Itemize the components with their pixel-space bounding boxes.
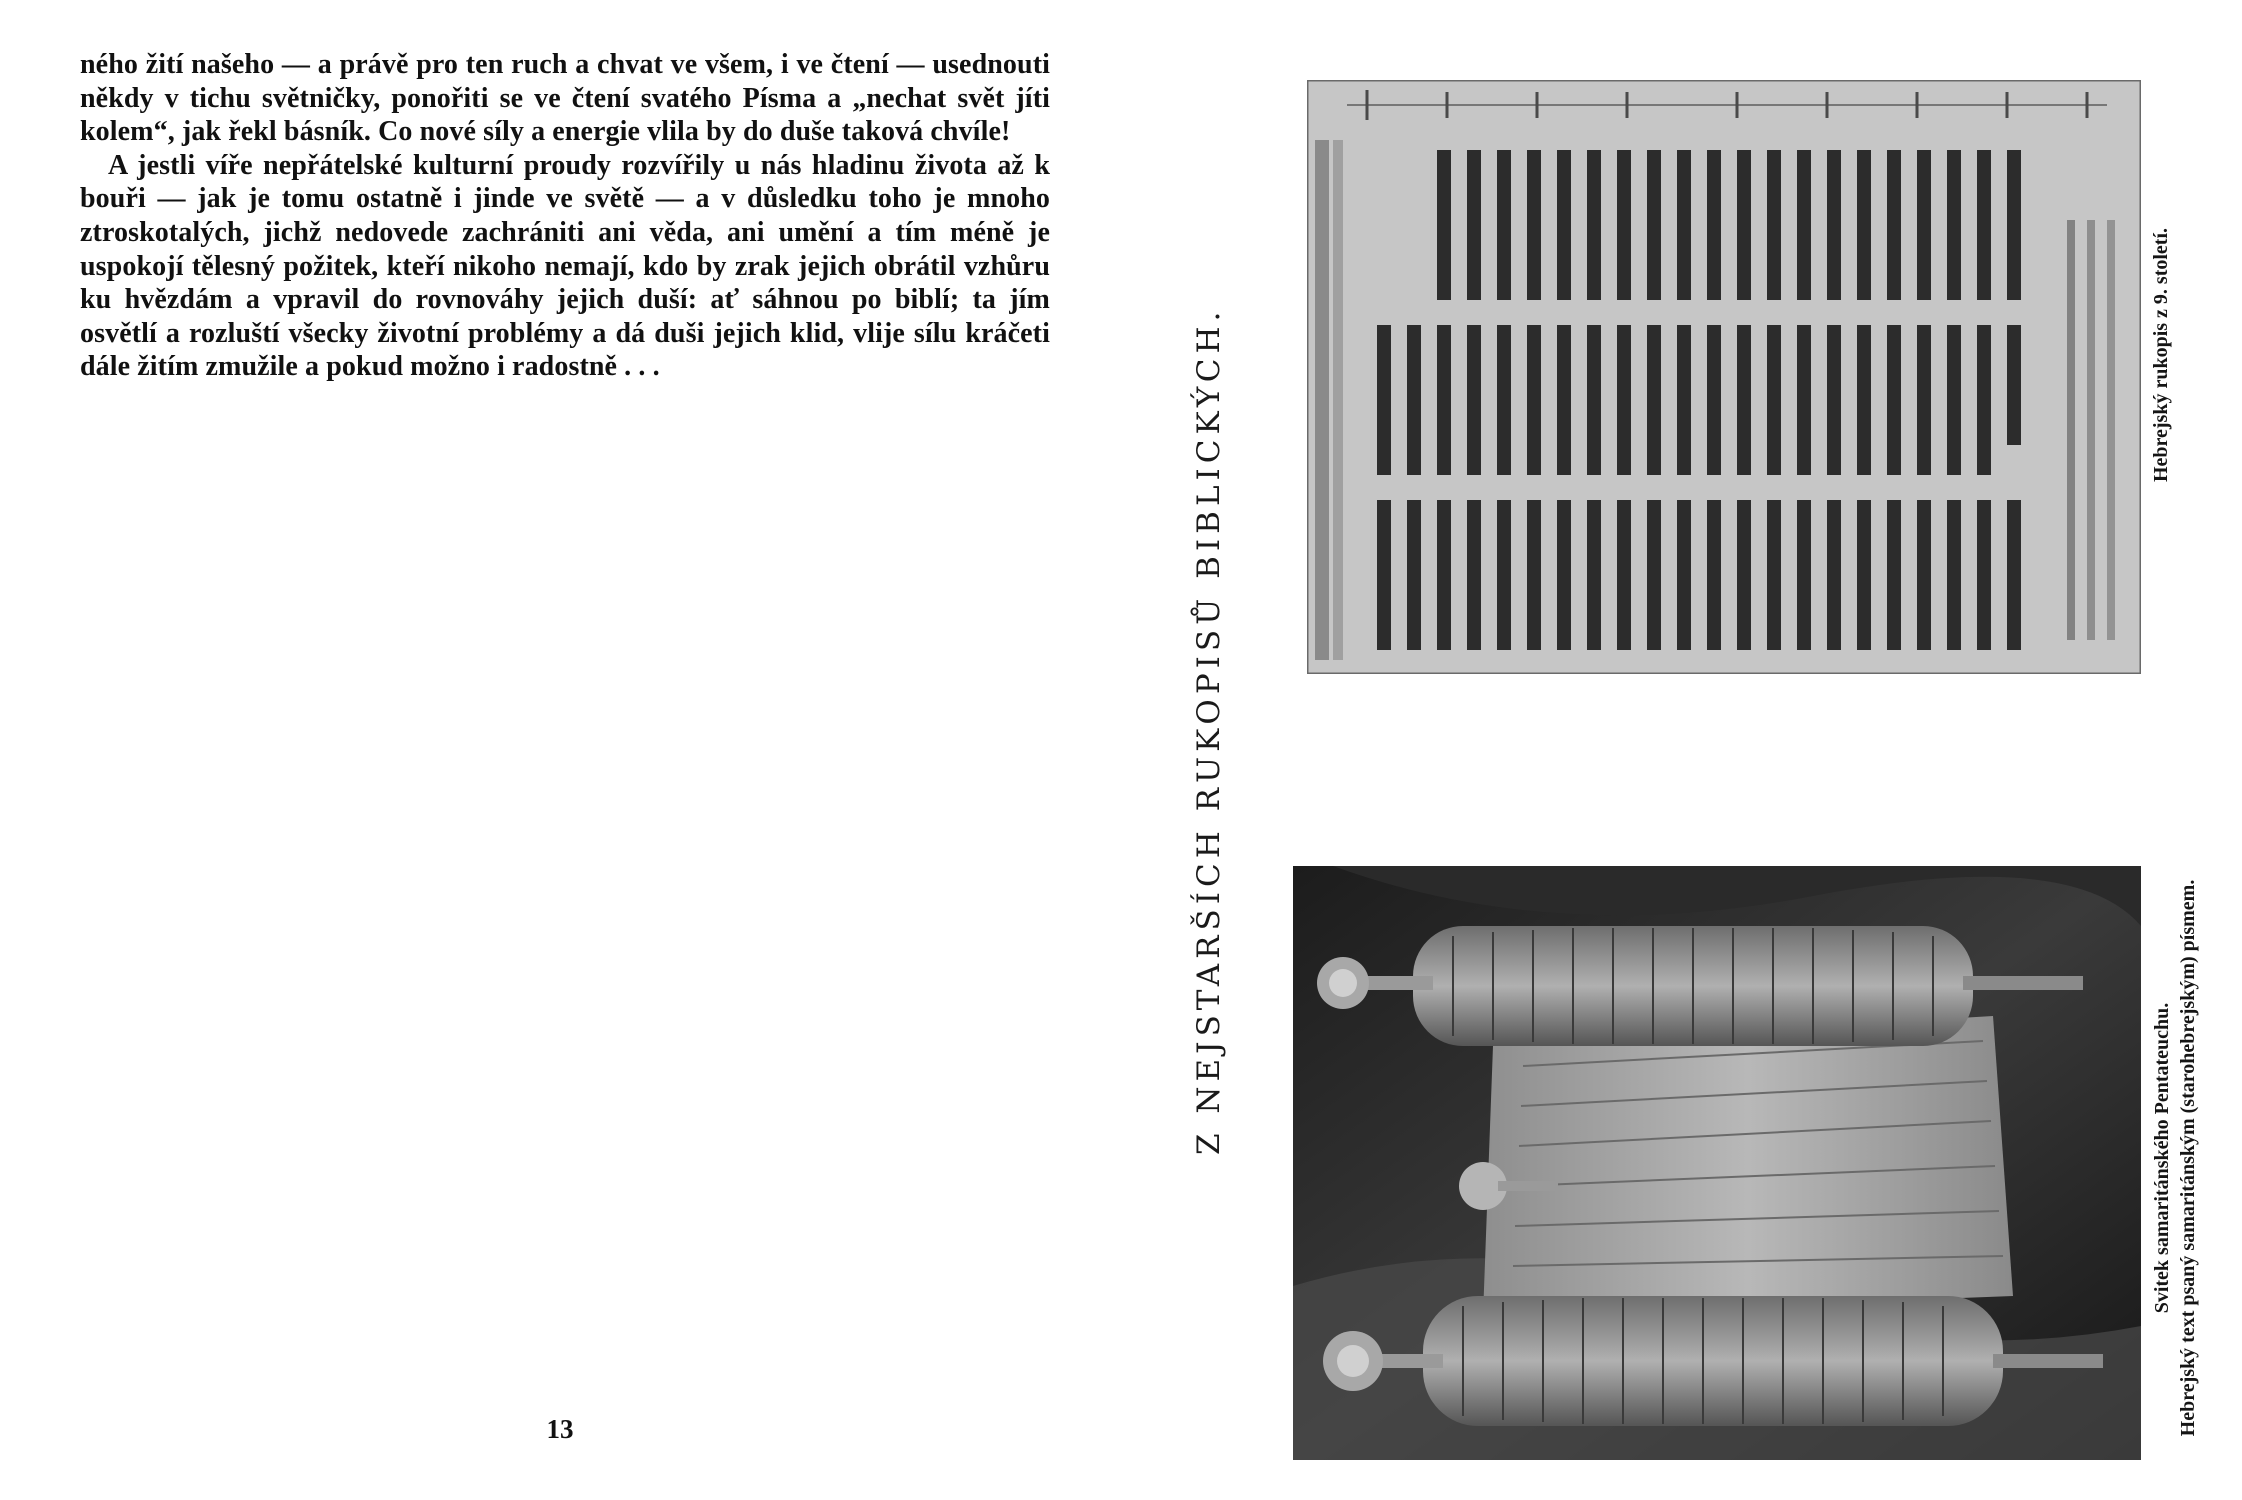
body-text <box>80 48 1050 384</box>
manuscript-caption: Hebrejský rukopis z 9. století. <box>2150 227 2172 483</box>
section-title: Z NEJSTARŠÍCH RUKOPISŮ BIBLICKÝCH. <box>1191 306 1227 1155</box>
hebrew-manuscript-photo <box>1307 80 2141 674</box>
scroll-caption-line-2: Hebrejský text psaný samaritánským (starohebrejským) písmem. <box>2177 879 2199 1437</box>
paragraph-1: ného žití našeho — a právě pro ten ruch a chvat ve všem, i ve čtení — usednouti někdy v tichu světničky, ponořiti se ve čtení svatého Písma a „nechat svět jíti kolem“, jak řekl básník. Co nové síly a energie vlila by do duše taková chvíle! <box>80 49 1050 148</box>
page-number: 13 <box>546 1414 574 1444</box>
scroll-caption <box>2149 858 2205 1458</box>
samaritan-scroll-photo <box>1293 866 2141 1460</box>
hebrew-manuscript-image <box>1307 80 2141 674</box>
paragraph-2: A jestli víře nepřátelské kulturní proudy rozvířily u nás hladinu života až k bouři — jak je tomu ostatně i jinde ve světě — a v důsledku toho je mnoho ztroskotalých, jichž nedovede zachrániti ani věda, ani umění a tím méně je uspokojí tělesný požitek, kteří nikoho nemají, kdo by zrak jejich obrátil vzhůru ku hvězdám a vpravil do rovnováhy jejich duší: ať sáhnou po biblí; ta jím osvětlí a rozluští všecky životní problémy a dá duši jejich klid, vlije sílu kráčeti dále žitím zmužile a pokud možno i radostně . . . <box>80 149 1050 383</box>
samaritan-scroll-image <box>1293 866 2141 1460</box>
scroll-caption-line-1: Svitek samaritánského Pentateuchu. <box>2151 1002 2173 1314</box>
right-page <box>1121 0 2242 1500</box>
